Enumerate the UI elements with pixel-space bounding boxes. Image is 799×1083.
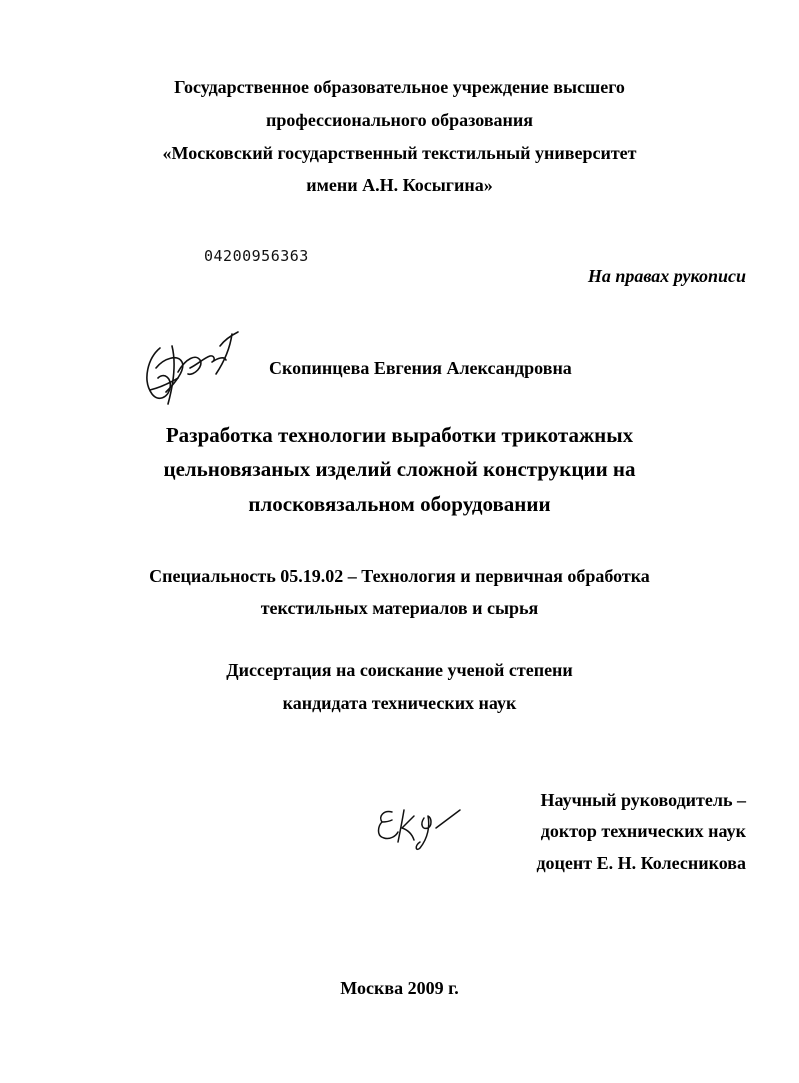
dissertation-title-line-3: плосковязальном оборудовании bbox=[248, 492, 551, 516]
supervisor-title: Научный руководитель – bbox=[540, 790, 746, 810]
supervisor-signature bbox=[370, 798, 462, 856]
institution-line-4: имени А.Н. Косыгина» bbox=[306, 175, 493, 195]
supervisor-name: доцент Е. Н. Колесникова bbox=[536, 853, 746, 873]
specialty-line-1: Специальность 05.19.02 – Технология и первичная обработка bbox=[149, 566, 650, 586]
specialty-line-2: текстильных материалов и сырья bbox=[260, 598, 539, 618]
supervisor-degree: доктор технических наук bbox=[540, 821, 746, 841]
author-name: Скопинцева Евгения Александровна bbox=[269, 358, 572, 378]
degree-line-2: кандидата технических наук bbox=[282, 693, 517, 713]
dissertation-title-line-2: цельновязаных изделий сложной конструкции на bbox=[163, 457, 636, 481]
institution-line-1: Государственное образовательное учреждение высшего bbox=[174, 77, 625, 97]
institution-line-3: «Московский государственный текстильный университет bbox=[162, 143, 637, 163]
degree-line-1: Диссертация на соискание ученой степени bbox=[226, 660, 573, 680]
author-signature bbox=[138, 328, 248, 410]
institution-line-2: профессионального образования bbox=[265, 110, 534, 130]
dissertation-title-line-1: Разработка технологии выработки трикотажных bbox=[165, 423, 634, 447]
manuscript-rights: На правах рукописи bbox=[587, 266, 746, 286]
city-year: Москва 2009 г. bbox=[340, 978, 459, 998]
catalog-number: 04200956363 bbox=[204, 247, 309, 265]
